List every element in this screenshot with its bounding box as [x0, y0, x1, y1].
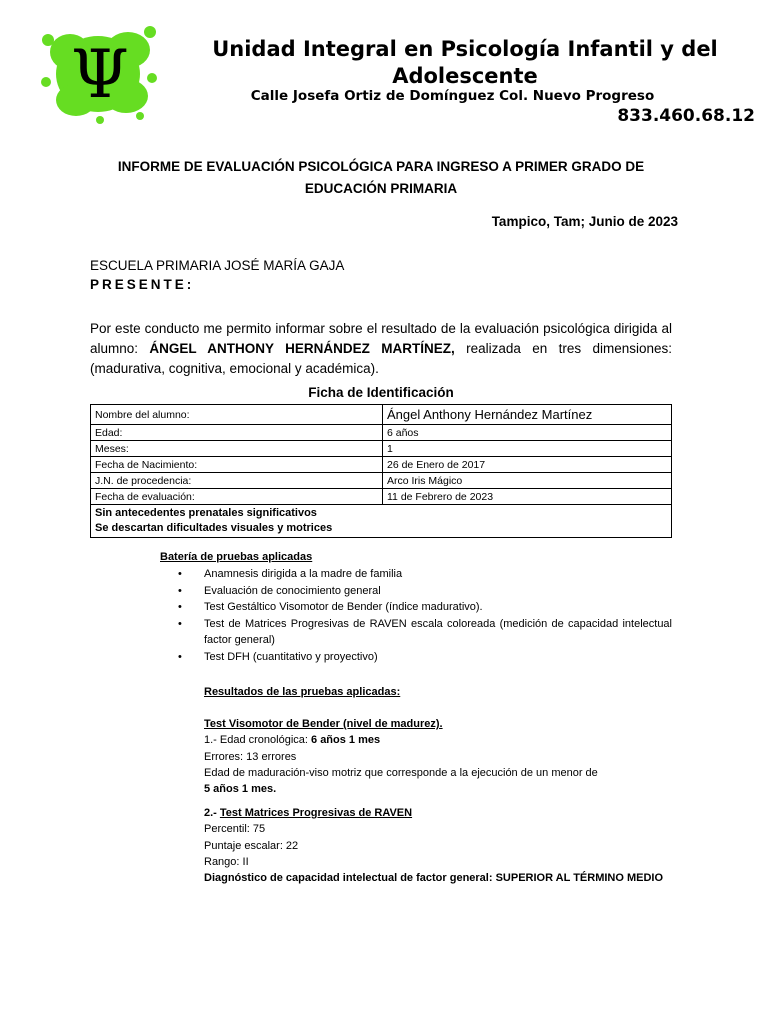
results-heading-text: Resultados de las pruebas aplicadas:: [204, 686, 401, 698]
row-label: Edad:: [91, 425, 383, 441]
row-label: Nombre del alumno:: [91, 405, 383, 425]
row-value: 26 de Enero de 2017: [383, 457, 672, 473]
table-notes: [91, 505, 672, 538]
raven-percentile: Percentil: 75: [204, 823, 266, 836]
organization-address: Calle Josefa Ortiz de Domínguez Col. Nuevo Progreso: [250, 88, 655, 104]
bender-section: [204, 716, 674, 797]
psychology-logo: [40, 22, 162, 124]
raven-title: Test Matrices Progresivas de RAVEN: [219, 807, 413, 819]
intro-before: Por este conducto me permito informar sobre el resultado de la evaluación psicológica dirigida al alumno:: [90, 321, 672, 356]
tests-heading: Batería de pruebas aplicadas: [160, 551, 313, 563]
note-visual-motor: Se descartan dificultades visuales y motrices: [95, 522, 333, 534]
school-name: ESCUELA PRIMARIA JOSÉ MARÍA GAJA: [90, 258, 345, 273]
row-value: Arco Iris Mágico: [383, 473, 672, 489]
bender-maturity-text: Edad de maduración-viso motriz que corresponde a la ejecución de un menor de: [204, 766, 598, 779]
raven-scaled-score: Puntaje escalar: 22: [204, 839, 299, 852]
row-value: 1: [383, 441, 672, 457]
presente-greeting: PRESENTE:: [90, 277, 195, 292]
row-value: 11 de Febrero de 2023: [383, 489, 672, 505]
organization-phone: 833.460.68.12: [617, 106, 755, 126]
bender-errors: Errores: 13 errores: [204, 750, 297, 763]
bender-age-value: 6 años 1 mes: [311, 734, 381, 747]
raven-heading: [204, 805, 674, 821]
table-notes-row: [91, 505, 672, 538]
raven-range: Rango: II: [204, 855, 249, 868]
table-row: [91, 425, 672, 441]
raven-section: [204, 805, 674, 886]
row-label: Fecha de Nacimiento:: [91, 457, 383, 473]
identification-table: [90, 404, 672, 538]
bender-age: [204, 732, 674, 748]
table-row: [91, 473, 672, 489]
bender-title: Test Visomotor de Bender (nivel de madurez).: [204, 718, 443, 730]
row-label: Fecha de evaluación:: [91, 489, 383, 505]
ficha-title: Ficha de Identificación: [308, 385, 454, 400]
place-date: Tampico, Tam; Junio de 2023: [491, 214, 678, 229]
note-prenatal: Sin antecedentes prenatales significativos: [95, 507, 317, 519]
row-label: Meses:: [91, 441, 383, 457]
intro-after: realizada en tres dimensiones: (madurativa, cognitiva, emocional y académica).: [90, 341, 672, 376]
table-row: [91, 489, 672, 505]
psi-symbol: Ψ: [71, 36, 129, 113]
row-value: 6 años: [383, 425, 672, 441]
table-row: [91, 405, 672, 425]
row-value: Ángel Anthony Hernández Martínez: [383, 405, 672, 425]
list-item: • Test DFH (cuantitativo y proyectivo): [160, 649, 672, 666]
raven-diagnosis: Diagnóstico de capacidad intelectual de factor general: SUPERIOR AL TÉRMINO MEDIO: [204, 872, 664, 885]
table-row: [91, 441, 672, 457]
list-item: • Test Gestáltico Visomotor de Bender (índice madurativo).: [160, 599, 672, 616]
row-label: J.N. de procedencia:: [91, 473, 383, 489]
list-item: • Evaluación de conocimiento general: [160, 583, 672, 600]
raven-number: 2.-: [204, 807, 220, 819]
intro-paragraph: [90, 319, 672, 379]
bender-maturity-value: 5 años 1 mes.: [204, 783, 277, 796]
list-item: • Test de Matrices Progresivas de RAVEN escala coloreada (medición de capacidad intelectual factor general): [160, 616, 672, 649]
results-heading: [204, 684, 674, 700]
list-item: • Anamnesis dirigida a la madre de familia: [160, 566, 672, 583]
report-title: INFORME DE EVALUACIÓN PSICOLÓGICA PARA INGRESO A PRIMER GRADO DE EDUCACIÓN PRIMARIA: [117, 159, 645, 196]
student-name-caps: ÁNGEL ANTHONY HERNÁNDEZ MARTÍNEZ,: [149, 341, 455, 356]
organization-name: Unidad Integral en Psicología Infantil y del Adolescente: [212, 37, 718, 88]
table-row: [91, 457, 672, 473]
bender-age-label: 1.- Edad cronológica:: [204, 734, 312, 747]
tests-list: [160, 566, 672, 665]
